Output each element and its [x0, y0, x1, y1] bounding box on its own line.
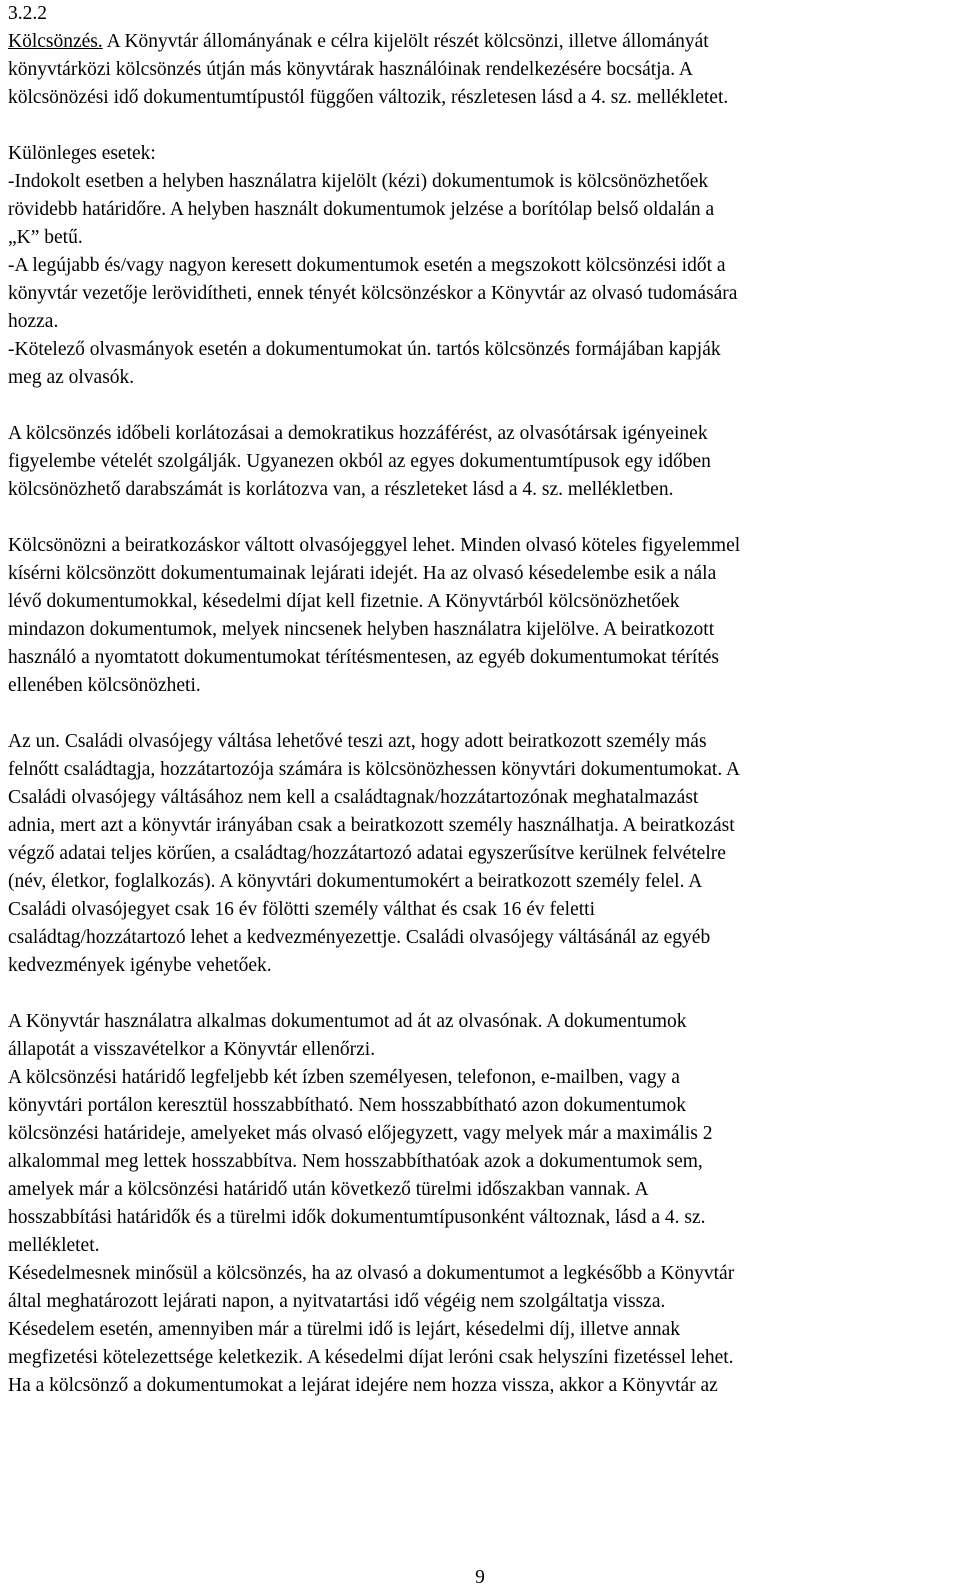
paragraph-line: kölcsönözhető darabszámát is korlátozva van, a részleteket lásd a 4. sz. mellékletben.	[8, 479, 674, 500]
paragraph-line: figyelembe vételét szolgálják. Ugyanezen okból az egyes dokumentumtípusok egy időben	[8, 451, 711, 472]
paragraph-line: Ha a kölcsönző a dokumentumokat a lejárat idejére nem hozza vissza, akkor a Könyvtár az	[8, 1375, 718, 1396]
paragraph-line: A Könyvtár használatra alkalmas dokumentumot ad át az olvasónak. A dokumentumok	[8, 1011, 687, 1032]
paragraph-line: meg az olvasók.	[8, 367, 135, 388]
document-page	[8, 0, 954, 1400]
paragraph-line: állapotát a visszavételkor a Könyvtár ellenőrzi.	[8, 1039, 376, 1060]
paragraph-line: adnia, mert azt a könyvtár irányában csak a beiratkozott személy használhatja. A beiratkozást	[8, 815, 735, 836]
paragraph-line: kölcsönzési határideje, amelyeket más olvasó előjegyzett, vagy melyek már a maximális 2	[8, 1123, 713, 1144]
paragraph-line: ellenében kölcsönözheti.	[8, 675, 201, 696]
paragraph-line: alkalommal meg lettek hosszabbítva. Nem hosszabbíthatóak azok a dokumentumok sem,	[8, 1151, 703, 1172]
paragraph-line: „K” betű.	[8, 227, 83, 248]
section-first-line	[8, 28, 954, 56]
paragraph	[8, 728, 954, 980]
paragraph	[8, 140, 954, 392]
paragraph	[8, 532, 954, 700]
paragraph-line: -A legújabb és/vagy nagyon keresett dokumentumok esetén a megszokott kölcsönzési időt a	[8, 255, 726, 276]
paragraph-line: Kölcsönözni a beiratkozáskor váltott olvasójeggyel lehet. Minden olvasó köteles figyelemmel	[8, 535, 741, 556]
paragraph-gap	[8, 112, 954, 140]
paragraph-line: megfizetési kötelezettsége keletkezik. A késedelmi díjat leróni csak helyszíni fizetéssel lehet.	[8, 1347, 734, 1368]
paragraph-line: amelyek már a kölcsönzési határidő után következő türelmi időszakban vannak. A	[8, 1179, 649, 1200]
paragraph-line: lévő dokumentumokkal, késedelmi díjat kell fizetnie. A Könyvtárból kölcsönözhetőek	[8, 591, 680, 612]
paragraph-line: által meghatározott lejárati napon, a nyitvatartási idő végéig nem szolgáltatja vissza.	[8, 1291, 666, 1312]
paragraph-line: kedvezmények igénybe vehetőek.	[8, 955, 272, 976]
paragraph-line: Késedelmesnek minősül a kölcsönzés, ha az olvasó a dokumentumot a legkésőbb a Könyvtár	[8, 1263, 735, 1284]
paragraph-line: (név, életkor, foglalkozás). A könyvtári dokumentumokért a beiratkozott személy felel. A	[8, 871, 703, 892]
paragraph-line: rövidebb határidőre. A helyben használt dokumentumok jelzése a borítólap belső oldalán a	[8, 199, 715, 220]
section-first-line-text: A Könyvtár állományának e célra kijelölt részét kölcsönzi, illetve állományát	[102, 31, 709, 52]
paragraph-line: A kölcsönzési határidő legfeljebb két ízben személyesen, telefonon, e-mailben, vagy a	[8, 1067, 680, 1088]
paragraph-line: -Indokolt esetben a helyben használatra kijelölt (kézi) dokumentumok is kölcsönözhetőek	[8, 171, 709, 192]
paragraph-line: családtag/hozzátartozó lehet a kedvezményezettje. Családi olvasójegy váltásánál az egyéb	[8, 927, 711, 948]
paragraph-line: Késedelem esetén, amennyiben már a türelmi idő is lejárt, késedelmi díj, illetve annak	[8, 1319, 680, 1340]
paragraph-line: Családi olvasójegyet csak 16 év fölötti személy válthat és csak 16 év feletti	[8, 899, 595, 920]
paragraph-gap	[8, 504, 954, 532]
body-paragraphs	[8, 140, 954, 1400]
paragraph	[8, 1008, 954, 1400]
paragraph-line: Különleges esetek:	[8, 143, 156, 164]
paragraph-line: könyvtári portálon keresztül hosszabbítható. Nem hosszabbítható azon dokumentumok	[8, 1095, 687, 1116]
section-heading: Kölcsönzés.	[8, 31, 103, 52]
paragraph-gap	[8, 392, 954, 420]
paragraph-line: -Kötelező olvasmányok esetén a dokumentumokat ún. tartós kölcsönzés formájában kapják	[8, 339, 721, 360]
paragraph-gap	[8, 700, 954, 728]
paragraph-line: végző adatai teljes körűen, a családtag/hozzátartozó adatai egyszerűsítve kerülnek felvételre	[8, 843, 726, 864]
paragraph-line: könyvtár vezetője lerövidítheti, ennek tényét kölcsönzéskor a Könyvtár az olvasó tudomására	[8, 283, 738, 304]
paragraph-line: Az un. Családi olvasójegy váltása lehetővé teszi azt, hogy adott beiratkozott személy más	[8, 731, 707, 752]
section-line: kölcsönözési idő dokumentumtípustól függően változik, részletesen lásd a 4. sz. mellékletet.	[8, 87, 729, 108]
paragraph	[8, 420, 954, 504]
paragraph-line: felnőtt családtagja, hozzátartozója számára is kölcsönözhessen könyvtári dokumentumokat. A	[8, 759, 741, 780]
paragraph-line: mellékletet.	[8, 1235, 100, 1256]
paragraph-line: A kölcsönzés időbeli korlátozásai a demokratikus hozzáférést, az olvasótársak igényeinek	[8, 423, 708, 444]
paragraph-line: kísérni kölcsönzött dokumentumainak lejárati idejét. Ha az olvasó késedelembe esik a nála	[8, 563, 717, 584]
paragraph-line: mindazon dokumentumok, melyek nincsenek helyben használatra kijelölve. A beiratkozott	[8, 619, 715, 640]
paragraph-gap	[8, 980, 954, 1008]
section-number: 3.2.2	[8, 3, 47, 24]
paragraph-line: hozza.	[8, 311, 59, 332]
section-line: könyvtárközi kölcsönzés útján más könyvtárak használóinak rendelkezésére bocsátja. A	[8, 59, 693, 80]
page-number: 9	[475, 1567, 485, 1588]
paragraph-line: hosszabbítási határidők és a türelmi idők dokumentumtípusonként változnak, lásd a 4. sz.	[8, 1207, 706, 1228]
paragraph-line: Családi olvasójegy váltásához nem kell a családtagnak/hozzátartozónak meghatalmazást	[8, 787, 699, 808]
paragraph-line: használó a nyomtatott dokumentumokat térítésmentesen, az egyéb dokumentumokat térítés	[8, 647, 720, 668]
